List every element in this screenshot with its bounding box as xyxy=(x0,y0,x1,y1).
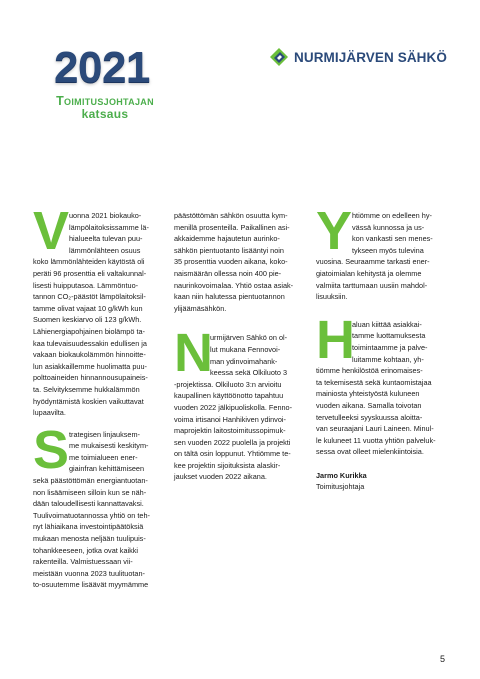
text-line: me toimialueen ener- xyxy=(69,452,138,462)
text-line: Suomen keskiarvo oli 123 g/kWh. xyxy=(33,315,142,325)
text-line: mukaan menosta neljään tuulipuis- xyxy=(33,534,146,544)
text-line: on tältä osin loppunut. Yhtiömme te- xyxy=(174,449,291,459)
paragraph-text xyxy=(174,210,296,314)
paragraph xyxy=(174,210,296,314)
text-line: rakenteilla. Valmistuessaan vii- xyxy=(33,557,133,567)
text-line: naismäärän ollessa noin 400 pie- xyxy=(174,268,282,278)
text-line: htiömme on edelleen hy- xyxy=(352,211,432,220)
report-subtitle-line1: Toimitusjohtajan xyxy=(56,94,154,108)
text-line: vuoden 2022 jälkipuoliskolla. Fenno- xyxy=(174,402,293,412)
text-line: lut mukana Fennovoi- xyxy=(210,344,281,354)
text-line: luitamme kohtaan, yh- xyxy=(352,354,424,364)
text-line: tykseen myös tulevina xyxy=(352,245,424,255)
text-line: tamme luottamuksesta xyxy=(352,331,426,341)
text-line: ylijäämäsähkön. xyxy=(174,303,227,313)
drop-cap: V xyxy=(33,201,70,261)
text-line: giainfran kehittämiseen xyxy=(69,464,145,474)
text-line: le kuluneet 11 vuotta yhtiön palveluk- xyxy=(316,435,436,445)
text-line: urmijärven Sähkö on ol- xyxy=(210,333,288,343)
text-line: aluan kiittää asiakkai- xyxy=(352,319,422,329)
text-line: lupaavilta. xyxy=(33,408,66,418)
logo-mark-icon xyxy=(268,46,290,68)
text-line: maprojektin laitostoimitussopimuk- xyxy=(174,426,286,436)
text-line: toimintaamme ja palve- xyxy=(352,342,428,352)
drop-cap: H xyxy=(316,309,355,370)
text-line: ta tekemisestä sekä kuntaomistajaa xyxy=(316,377,432,387)
text-line: sekä päästöttömän energiantuotan- xyxy=(33,476,148,486)
report-subtitle-line2: katsaus xyxy=(81,107,129,121)
text-line: kaupallinen käyttöönotto tapahtuu xyxy=(174,391,284,401)
text-line: sähkön pientuotanto lisääntyi noin xyxy=(174,245,284,255)
text-line: Tuulivoimatuotannossa yhtiö on teh- xyxy=(33,510,150,520)
text-line: dään taloudellisesti kannattavaksi. xyxy=(33,499,144,509)
paragraph xyxy=(33,419,155,591)
text-line: kee projektin sijoituksista alaskir- xyxy=(174,460,281,470)
paragraph xyxy=(33,201,155,419)
text-line: nyt lähiaikana investointipäätöksiä xyxy=(33,522,144,532)
text-line: uonna 2021 biokauko- xyxy=(69,211,142,220)
text-line: tamme olivat vajaat 10 g/kWh kun xyxy=(33,303,143,313)
text-line: to-osuutemme lisäävät myymämme xyxy=(33,580,149,590)
text-line: me mukaisesti keskitym- xyxy=(69,441,149,451)
text-column-3 xyxy=(316,201,438,493)
text-line: Lähienergiapohjainen biolämpö ta- xyxy=(33,326,145,336)
page-number: 5 xyxy=(440,654,446,664)
text-line: vakaan biokaukolämmön hinnoitte- xyxy=(33,350,146,360)
text-line: kaan niin halutessa pientuotannon xyxy=(174,292,285,302)
text-line: vuoden aikana. Samalla toivotan xyxy=(316,400,422,410)
paragraph xyxy=(316,201,438,303)
text-line: jaukset vuoden 2022 aikana. xyxy=(174,472,267,482)
text-line: kaa tulevaisuudessakin edullisen ja xyxy=(33,338,147,348)
text-line: akkaidemme hajautetun aurinko- xyxy=(174,234,280,244)
signatory-title: Toimitusjohtaja xyxy=(316,482,365,492)
drop-cap: Y xyxy=(316,201,353,261)
text-line: voima irtisanoi Hanhikiven ydinvoi- xyxy=(174,414,286,424)
text-line: tervetulleeksi syyskuussa aloitta- xyxy=(316,412,423,422)
text-column-1 xyxy=(33,201,155,601)
text-line: giatoimialan kehitystä ja olemme xyxy=(316,268,422,278)
text-line: non lisäämiseen silloin kun se näh- xyxy=(33,487,147,497)
text-line: 35 prosenttia vuoden aikana, koko- xyxy=(174,257,288,267)
text-line: -projektissa. Olkiluoto 3:n arvioitu xyxy=(174,379,282,389)
signature-block xyxy=(316,470,438,493)
text-line: meistään vuonna 2023 tuulituotan- xyxy=(33,568,145,578)
text-line: peräti 96 prosenttia eli valtakunnal- xyxy=(33,268,147,278)
text-line: polttoaineiden hinnannousupaineis- xyxy=(33,373,148,383)
text-line: man ydinvoimahank- xyxy=(210,356,278,366)
text-line: keessa sekä Olkiluoto 3 xyxy=(210,368,288,378)
text-line: mainiosta yhteistyöstä kuluneen xyxy=(316,389,420,399)
text-line: vuosina. Seuraamme tarkasti ener- xyxy=(316,257,430,267)
text-line: lisuuksiin. xyxy=(316,292,348,302)
report-year: 2021 xyxy=(54,43,150,92)
text-line: hyödyntämistä koskien vaikuttavat xyxy=(33,396,144,406)
drop-cap: S xyxy=(33,419,70,480)
text-line: sen vuoden 2022 puolella ja projekti xyxy=(174,437,291,447)
text-line: tiömme henkilöstöä erinomaises- xyxy=(316,366,423,376)
text-line: menillä prosenteilla. Paikallinen asi- xyxy=(174,222,290,232)
text-line: lun asiakkaillemme huolimatta puu- xyxy=(33,361,147,371)
text-line: lisesti huipputasoa. Lämmöntuo- xyxy=(33,280,139,290)
paragraph xyxy=(174,323,296,483)
signatory-name: Jarmo Kurikka xyxy=(316,470,367,480)
text-line: ta. Selvityksemme hukkalämmön xyxy=(33,384,140,394)
logo-wordmark: NURMIJÄRVEN SÄHKÖ xyxy=(294,49,447,65)
text-line: valmiita tarttumaan uusiin mahdol- xyxy=(316,280,428,290)
text-line: sessa ovat olleet mielenkiintoisia. xyxy=(316,447,424,457)
text-line: tannon CO₂-päästöt lämpölaitoksil- xyxy=(33,292,146,302)
text-line: van seuraajani Lauri Laineen. Minul- xyxy=(316,424,434,434)
text-line: vässä kunnossa ja us- xyxy=(352,222,425,232)
text-line: naurinkovoimalaa. Yhtiö ostaa asiak- xyxy=(174,280,294,290)
text-line: tohankkeeseen, jotka ovat kaikki xyxy=(33,545,139,555)
text-column-2 xyxy=(174,210,296,493)
text-line: lämmönlähteen osuus xyxy=(69,245,141,255)
text-line: lämpölaitoksissamme lä- xyxy=(69,222,149,232)
text-line: trategisen linjauksem- xyxy=(69,429,140,439)
text-line: koko lämmönlähteiden käytöstä oli xyxy=(33,257,145,267)
paragraph xyxy=(316,309,438,458)
text-line: päästöttömän sähkön osuutta kym- xyxy=(174,211,288,220)
text-line: hialueelta tulevan puu- xyxy=(69,234,143,244)
drop-cap: N xyxy=(174,323,213,384)
company-logo xyxy=(268,46,447,68)
text-line: kon vankasti sen menes- xyxy=(352,234,433,244)
